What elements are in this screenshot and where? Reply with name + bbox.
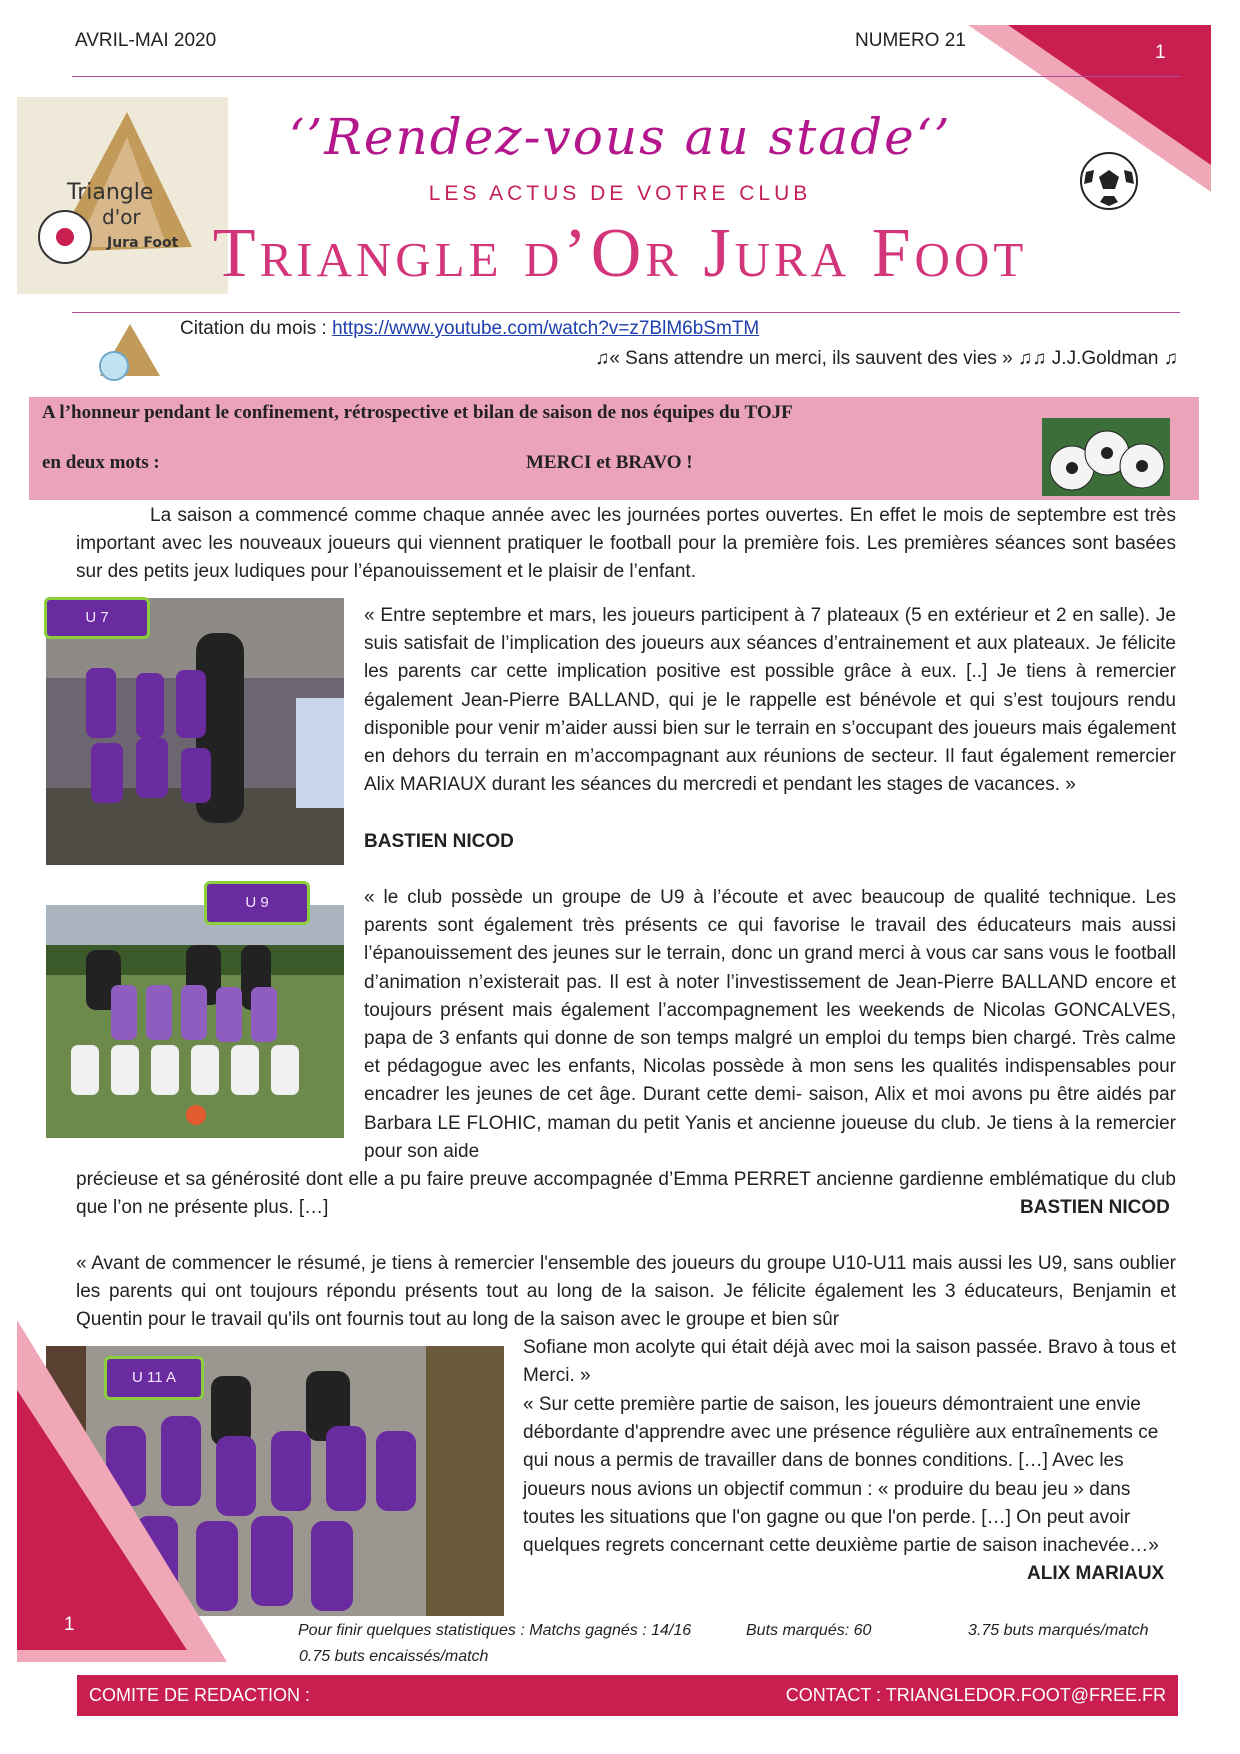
svg-text:Triangle: Triangle [67, 180, 154, 205]
banner-line1: A l’honneur pendant le confinement, rétrospective et bilan de saison de nos équipes du TOJF [42, 402, 793, 423]
page-number: 1 [1155, 42, 1166, 63]
footer-page-number: 1 [64, 1614, 75, 1635]
quote-link[interactable]: https://www.youtube.com/watch?v=z7BlM6bSmTM [332, 318, 760, 339]
u11-text2: « Sur cette première partie de saison, les joueurs démontraient une envie débordante d'apprendre avec une présence régulière aux entraînements ce qui nous a permis de travailler dans de bonnes conditions. […] Avec les joueurs nous avions un objectif commun : « produire du beau jeu » dans toutes les situations que l'on gagne ou que l'on perde. […] On peut avoir quelques regrets concernant cette deuxième partie de saison inachevée…» [523, 1394, 1159, 1557]
u9-tag: U 9 [204, 881, 310, 925]
u11-author: ALIX MARIAUX [1027, 1563, 1165, 1584]
u7-tag: U 7 [44, 597, 150, 639]
intro-paragraph: La saison a commencé comme chaque année avec les journées portes ouvertes. En effet le mois de septembre est très important avec les nouveaux joueurs qui viennent pratiquer le football pour la première fois. Les premières séances sont basées sur des petits jeux ludiques pour l’épanouissement et le plaisir de l’enfant. [76, 505, 1176, 583]
quote-label: Citation du mois : [180, 318, 327, 339]
u9-text-continued: précieuse et sa générosité dont elle a pu faire preuve accompagnée d’Emma PERRET ancienne gardienne emblématique du club que l’on ne présente plus. […] [76, 1169, 1176, 1219]
u9-text: « le club possède un groupe de U9 à l’écoute et avec beaucoup de qualité technique. Les parents sont également très présents ce qui favorise le travail des éducateurs mais aussi l’épanouissement des jeunes sur le terrain, donc un grand merci à vous car sans vous le football d’animation n’existerait pas. Il est à noter l’investissement de Jean-Pierre BALLAND encore et toujours présent mais également l’accompagnement les weekends de Nicolas GONCALVES, papa de 3 enfants qui donne de son temps malgré un emploi du temps bien chargé. Très calme et pédagogue avec les enfants, Nicolas possède à mon sens les qualités indispensables pour encadrer les jeunes de cet âge. Durant cette demi- saison, Alix et moi avons pu être aidés par Barbara LE FLOHIC, maman du petit Yanis et ancienne joueuse du club. Je tiens à la remercier pour son aide [364, 887, 1176, 1162]
club-name: Triangle d’Or Jura Foot [212, 215, 1028, 292]
svg-text:Jura Foot: Jura Foot [107, 235, 179, 251]
header-rule-bottom [72, 312, 1180, 313]
mini-logo-icon [92, 318, 167, 386]
header-rule [72, 76, 1180, 77]
footer-contact[interactable]: CONTACT : TRIANGLEDOR.FOOT@FREE.FR [785, 1685, 1166, 1705]
u9-author: BASTIEN NICOD [1020, 1197, 1170, 1218]
stats-conceded: 0.75 buts encaissés/match [299, 1648, 489, 1665]
stats-intro: Pour finir quelques statistiques : Matchs gagnés : 14/16 [298, 1622, 692, 1639]
svg-text:d'or: d'or [102, 205, 141, 229]
issue-number: NUMERO 21 [855, 30, 966, 51]
u11-text: Sofiane mon acolyte qui était déjà avec moi la saison passée. Bravo à tous et Merci. » [523, 1337, 1176, 1387]
soccer-ball-icon [1078, 150, 1140, 212]
u7-text: « Entre septembre et mars, les joueurs participent à 7 plateaux (5 en extérieur et 2 en salle). Je suis satisfait de l’implication des joueurs aux séances d’entrainement et aux plateaux. Je félicite les parents car cette implication positive est possible grâce à eux. [..] Je tiens à remercier également Jean-Pierre BALLAND, qui je le rappelle est bénévole et qui s’est toujours rendu disponible pour venir m’aider aussi bien sur le terrain en s’occupant des joueurs mais également en dehors du terrain en m’accompagnant aux réunions de secteur. Il faut également remercier Alix MARIAUX durant les séances du mercredi et pendant les stages de vacances. » [364, 605, 1176, 796]
issue-date: AVRIL-MAI 2020 [75, 30, 217, 51]
soccer-balls-image [1042, 418, 1170, 496]
stats-goals-per-match: 3.75 buts marqués/match [968, 1622, 1149, 1639]
banner-line2-right: MERCI et BRAVO ! [526, 452, 693, 473]
footer-bar [77, 1675, 1178, 1716]
quote-block [180, 318, 759, 340]
u11-tag: U 11 A [104, 1356, 204, 1400]
u9-team-photo [46, 905, 344, 1138]
u11-intro: « Avant de commencer le résumé, je tiens à remercier l'ensemble des joueurs du groupe U10-U11 mais aussi les U9, sans oublier les parents qui ont toujours répondu présents tout au long de la saison. Je félicite également les 3 éducateurs, Benjamin et Quentin pour le travail qu'ils ont fournis tout au long de la saison avec le groupe et bien sûr [76, 1253, 1176, 1331]
stats-goals: Buts marqués: 60 [746, 1622, 872, 1639]
footer-editorial: COMITE DE REDACTION : [89, 1685, 311, 1705]
u7-author: BASTIEN NICOD [364, 831, 514, 852]
bottom-left-decoration [17, 1320, 227, 1662]
quote-text: ♫« Sans attendre un merci, ils sauvent des vies » ♫♫ J.J.Goldman ♫ [595, 348, 1178, 369]
newsletter-subtitle: LES ACTUS DE VOTRE CLUB [428, 182, 812, 205]
newsletter-title: ‘’Rendez-vous au stade‘’ [288, 108, 952, 166]
banner-line2-left: en deux mots : [42, 452, 160, 473]
